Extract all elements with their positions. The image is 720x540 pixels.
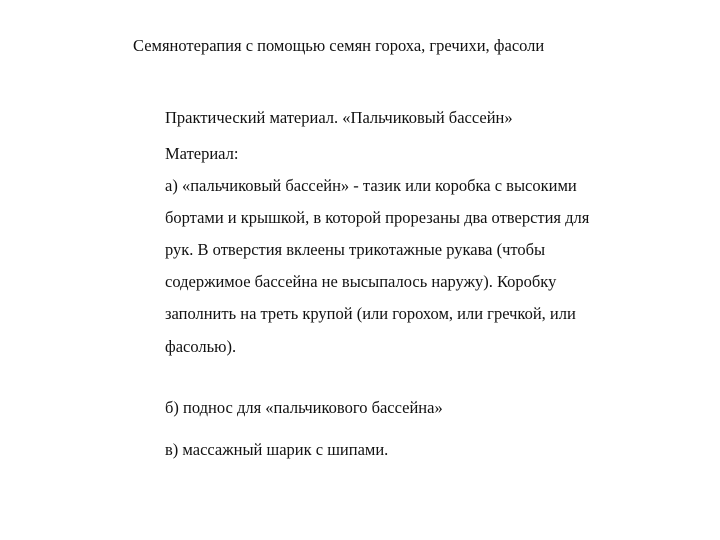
paragraph-line: фасолью). [165,337,237,356]
slide-title: Семянотерапия с помощью семян гороха, гречихи, фасоли [133,36,545,55]
paragraph-line: рук. В отверстия вклеены трикотажные рукава (чтобы [165,240,546,259]
paragraph-line: заполнить на треть крупой (или горохом, или гречкой, или [165,304,576,323]
paragraph-line: содержимое бассейна не высыпалось наружу). Коробку [165,272,557,291]
section-heading: Практический материал. «Пальчиковый бассейн» [165,108,513,127]
paragraph-line: бортами и крышкой, в которой прорезаны два отверстия для [165,208,590,227]
paragraph-line: а) «пальчиковый бассейн» - тазик или коробка с высокими [165,176,577,195]
list-item-c: в) массажный шарик с шипами. [165,440,389,459]
list-item-b: б) поднос для «пальчикового бассейна» [165,398,443,417]
material-label: Материал: [165,144,239,163]
